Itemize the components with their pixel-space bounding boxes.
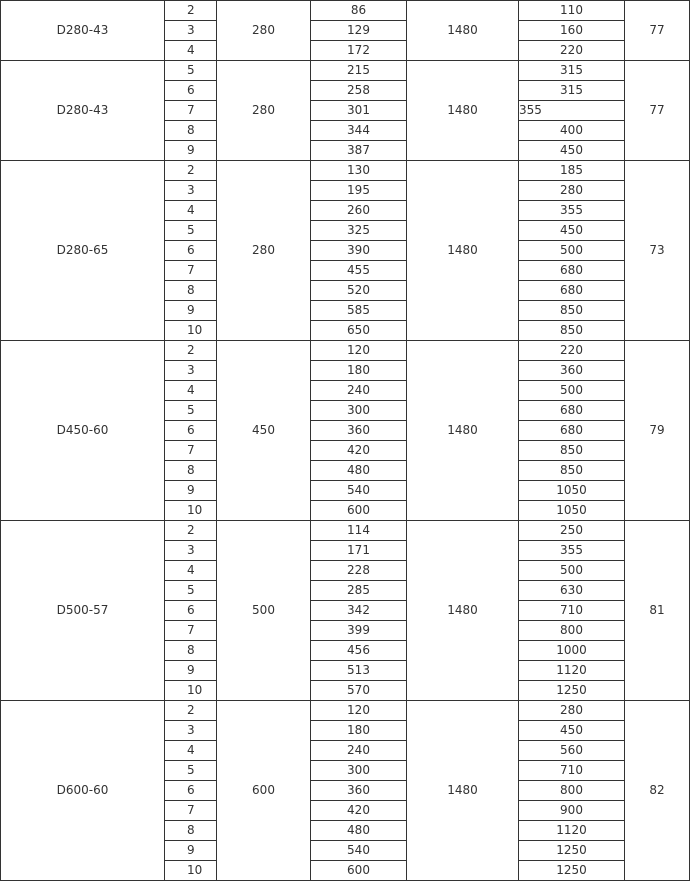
stage-cell: 7 <box>165 101 217 121</box>
stage-cell: 4 <box>165 381 217 401</box>
stage-cell: 9 <box>165 481 217 501</box>
flow-cell: 600 <box>217 701 311 881</box>
stage-cell: 6 <box>165 601 217 621</box>
model-cell: D450-60 <box>1 341 165 521</box>
flow-cell: 280 <box>217 161 311 341</box>
power-cell: 250 <box>519 521 625 541</box>
power-cell: 220 <box>519 41 625 61</box>
model-cell: D600-60 <box>1 701 165 881</box>
power-cell: 850 <box>519 301 625 321</box>
stage-cell: 10 <box>165 681 217 701</box>
speed-cell: 1480 <box>407 701 519 881</box>
flow-cell: 280 <box>217 61 311 161</box>
head-cell: 120 <box>311 341 407 361</box>
table-row <box>1 701 690 721</box>
head-cell: 180 <box>311 721 407 741</box>
power-cell: 315 <box>519 81 625 101</box>
stage-cell: 7 <box>165 441 217 461</box>
head-cell: 540 <box>311 841 407 861</box>
stage-cell: 3 <box>165 361 217 381</box>
head-cell: 570 <box>311 681 407 701</box>
stage-cell: 4 <box>165 561 217 581</box>
stage-cell: 9 <box>165 141 217 161</box>
head-cell: 301 <box>311 101 407 121</box>
flow-cell: 450 <box>217 341 311 521</box>
head-cell: 585 <box>311 301 407 321</box>
head-cell: 300 <box>311 401 407 421</box>
table-row <box>1 61 690 81</box>
head-cell: 650 <box>311 321 407 341</box>
head-cell: 120 <box>311 701 407 721</box>
power-cell: 1250 <box>519 681 625 701</box>
head-cell: 171 <box>311 541 407 561</box>
stage-cell: 9 <box>165 661 217 681</box>
head-cell: 342 <box>311 601 407 621</box>
stage-cell: 8 <box>165 281 217 301</box>
stage-cell: 8 <box>165 641 217 661</box>
flow-cell: 500 <box>217 521 311 701</box>
power-cell: 450 <box>519 721 625 741</box>
speed-cell: 1480 <box>407 521 519 701</box>
power-cell: 850 <box>519 441 625 461</box>
efficiency-cell: 82 <box>625 701 690 881</box>
power-cell: 850 <box>519 321 625 341</box>
flow-cell: 280 <box>217 1 311 61</box>
model-cell: D500-57 <box>1 521 165 701</box>
speed-cell: 1480 <box>407 341 519 521</box>
power-cell: 355 <box>519 101 625 121</box>
stage-cell: 3 <box>165 21 217 41</box>
power-cell: 800 <box>519 621 625 641</box>
power-cell: 680 <box>519 281 625 301</box>
head-cell: 325 <box>311 221 407 241</box>
stage-cell: 7 <box>165 261 217 281</box>
stage-cell: 5 <box>165 61 217 81</box>
stage-cell: 5 <box>165 581 217 601</box>
head-cell: 195 <box>311 181 407 201</box>
power-cell: 280 <box>519 701 625 721</box>
head-cell: 360 <box>311 421 407 441</box>
head-cell: 513 <box>311 661 407 681</box>
stage-cell: 8 <box>165 121 217 141</box>
head-cell: 520 <box>311 281 407 301</box>
power-cell: 560 <box>519 741 625 761</box>
head-cell: 420 <box>311 441 407 461</box>
power-cell: 355 <box>519 541 625 561</box>
stage-cell: 6 <box>165 241 217 261</box>
head-cell: 240 <box>311 381 407 401</box>
power-cell: 1250 <box>519 841 625 861</box>
power-cell: 850 <box>519 461 625 481</box>
table-row <box>1 1 690 21</box>
table-row <box>1 521 690 541</box>
stage-cell: 10 <box>165 861 217 881</box>
power-cell: 800 <box>519 781 625 801</box>
power-cell: 450 <box>519 221 625 241</box>
efficiency-cell: 77 <box>625 1 690 61</box>
head-cell: 130 <box>311 161 407 181</box>
table-row <box>1 161 690 181</box>
head-cell: 172 <box>311 41 407 61</box>
stage-cell: 3 <box>165 541 217 561</box>
efficiency-cell: 73 <box>625 161 690 341</box>
stage-cell: 9 <box>165 841 217 861</box>
head-cell: 480 <box>311 461 407 481</box>
head-cell: 455 <box>311 261 407 281</box>
stage-cell: 5 <box>165 401 217 421</box>
stage-cell: 9 <box>165 301 217 321</box>
head-cell: 260 <box>311 201 407 221</box>
stage-cell: 4 <box>165 741 217 761</box>
stage-cell: 4 <box>165 41 217 61</box>
stage-cell: 3 <box>165 181 217 201</box>
head-cell: 360 <box>311 781 407 801</box>
stage-cell: 8 <box>165 821 217 841</box>
power-cell: 1000 <box>519 641 625 661</box>
head-cell: 600 <box>311 861 407 881</box>
power-cell: 500 <box>519 381 625 401</box>
power-cell: 160 <box>519 21 625 41</box>
stage-cell: 2 <box>165 341 217 361</box>
head-cell: 399 <box>311 621 407 641</box>
stage-cell: 5 <box>165 761 217 781</box>
head-cell: 420 <box>311 801 407 821</box>
model-cell: D280-43 <box>1 1 165 61</box>
stage-cell: 10 <box>165 501 217 521</box>
power-cell: 500 <box>519 561 625 581</box>
head-cell: 540 <box>311 481 407 501</box>
power-cell: 280 <box>519 181 625 201</box>
power-cell: 630 <box>519 581 625 601</box>
speed-cell: 1480 <box>407 61 519 161</box>
stage-cell: 4 <box>165 201 217 221</box>
head-cell: 129 <box>311 21 407 41</box>
power-cell: 110 <box>519 1 625 21</box>
stage-cell: 2 <box>165 521 217 541</box>
power-cell: 710 <box>519 761 625 781</box>
power-cell: 680 <box>519 421 625 441</box>
power-cell: 220 <box>519 341 625 361</box>
power-cell: 1120 <box>519 661 625 681</box>
head-cell: 240 <box>311 741 407 761</box>
head-cell: 456 <box>311 641 407 661</box>
head-cell: 114 <box>311 521 407 541</box>
power-cell: 1120 <box>519 821 625 841</box>
power-cell: 450 <box>519 141 625 161</box>
power-cell: 680 <box>519 261 625 281</box>
efficiency-cell: 79 <box>625 341 690 521</box>
speed-cell: 1480 <box>407 161 519 341</box>
stage-cell: 10 <box>165 321 217 341</box>
power-cell: 400 <box>519 121 625 141</box>
model-cell: D280-65 <box>1 161 165 341</box>
power-cell: 355 <box>519 201 625 221</box>
power-cell: 1050 <box>519 501 625 521</box>
power-cell: 500 <box>519 241 625 261</box>
stage-cell: 3 <box>165 721 217 741</box>
power-cell: 680 <box>519 401 625 421</box>
stage-cell: 6 <box>165 421 217 441</box>
head-cell: 86 <box>311 1 407 21</box>
power-cell: 710 <box>519 601 625 621</box>
head-cell: 215 <box>311 61 407 81</box>
head-cell: 300 <box>311 761 407 781</box>
table-row <box>1 341 690 361</box>
head-cell: 600 <box>311 501 407 521</box>
stage-cell: 8 <box>165 461 217 481</box>
efficiency-cell: 81 <box>625 521 690 701</box>
stage-cell: 2 <box>165 161 217 181</box>
head-cell: 180 <box>311 361 407 381</box>
stage-cell: 6 <box>165 81 217 101</box>
table-body <box>1 1 690 881</box>
head-cell: 258 <box>311 81 407 101</box>
model-cell: D280-43 <box>1 61 165 161</box>
stage-cell: 6 <box>165 781 217 801</box>
stage-cell: 7 <box>165 801 217 821</box>
power-cell: 360 <box>519 361 625 381</box>
stage-cell: 5 <box>165 221 217 241</box>
head-cell: 228 <box>311 561 407 581</box>
power-cell: 315 <box>519 61 625 81</box>
power-cell: 1050 <box>519 481 625 501</box>
head-cell: 285 <box>311 581 407 601</box>
head-cell: 390 <box>311 241 407 261</box>
stage-cell: 7 <box>165 621 217 641</box>
efficiency-cell: 77 <box>625 61 690 161</box>
stage-cell: 2 <box>165 1 217 21</box>
head-cell: 344 <box>311 121 407 141</box>
stage-cell: 2 <box>165 701 217 721</box>
head-cell: 480 <box>311 821 407 841</box>
power-cell: 1250 <box>519 861 625 881</box>
speed-cell: 1480 <box>407 1 519 61</box>
power-cell: 900 <box>519 801 625 821</box>
power-cell: 185 <box>519 161 625 181</box>
head-cell: 387 <box>311 141 407 161</box>
